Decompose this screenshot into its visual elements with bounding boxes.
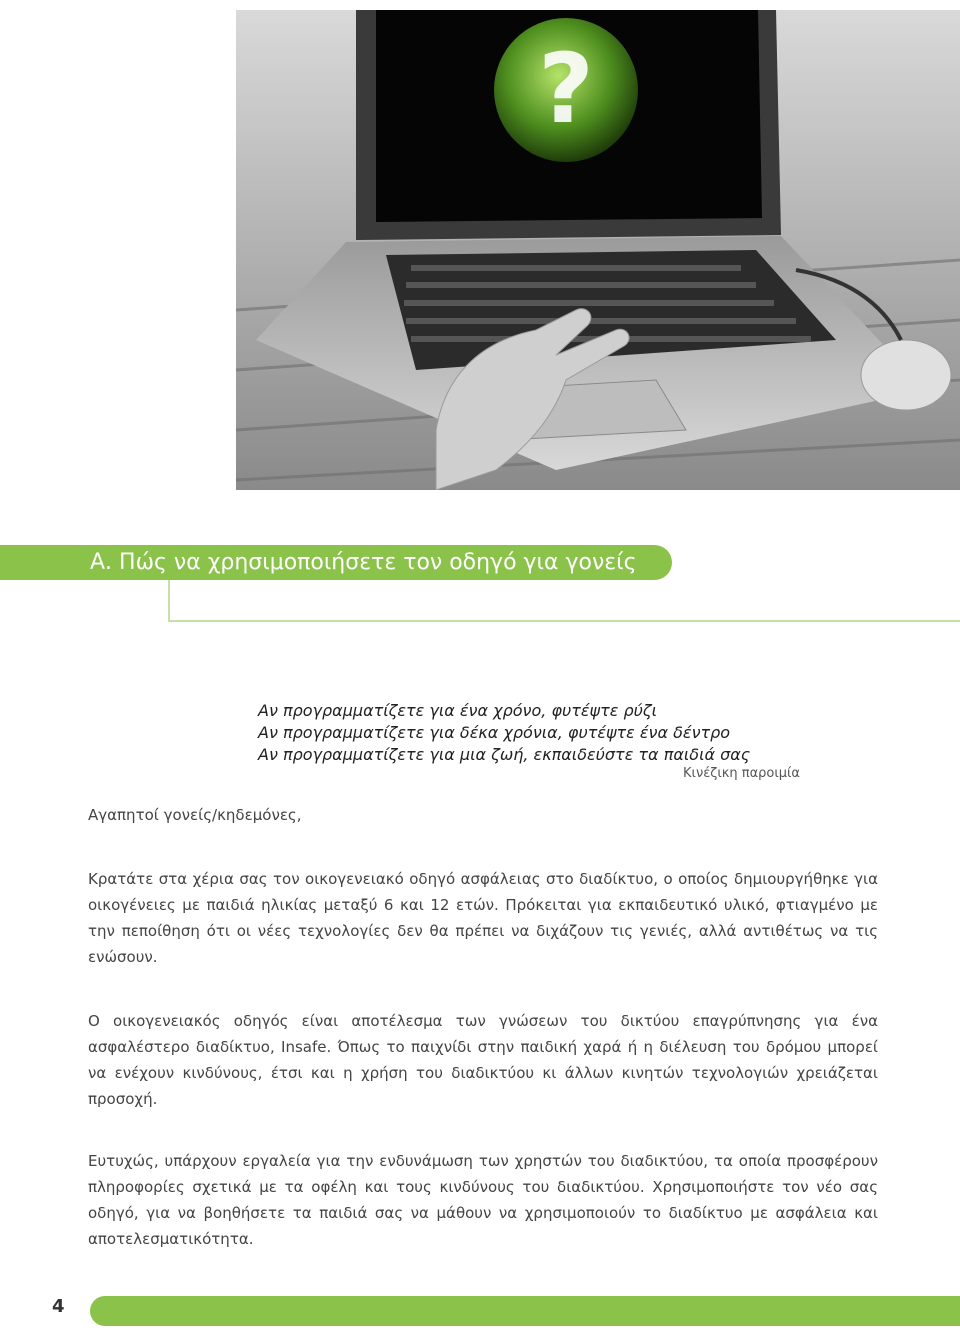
body-paragraph: Ο οικογενειακός οδηγός είναι αποτέλεσμα των γνώσεων του δικτύου επαγρύπνησης για ένα ασφαλέστερο διαδίκτυο, Insafe. Όπως το παιχνίδι στην παιδική χαρά ή η διέλευση του δρόμου μπορεί να ενέχουν κινδύνους, έτσι και η χρήση του διαδικτύου κι άλλων κινητών τεχνολογιών χρειάζεται προσοχή.: [88, 1012, 878, 1108]
page-number: 4: [52, 1296, 65, 1317]
title-rule-vertical: [168, 580, 170, 622]
title-bar-left: [0, 545, 88, 580]
body-paragraph: Ευτυχώς, υπάρχουν εργαλεία για την ενδυνάμωση των χρηστών του διαδικτύου, τα οποία προσφέρουν πληροφορίες σχετικά με τα οφέλη και τους κινδύνους του διαδικτύου. Χρησιμοποιήστε τον νέο σας οδηγό, για να βοηθήσετε τα παιδιά σας να μάθουν να χρησιμοποιούν το διαδίκτυο με ασφάλεια και αποτελεσματικότητα.: [88, 1152, 878, 1248]
epigraph-line: Αν προγραμματίζετε για ένα χρόνο, φυτέψτε ρύζι: [258, 701, 657, 720]
section-title: Α. Πώς να χρησιμοποιήσετε τον οδηγό για γονείς: [90, 550, 637, 575]
epigraph: [258, 700, 858, 766]
epigraph-line: Αν προγραμματίζετε για μια ζωή, εκπαιδεύστε τα παιδιά σας: [258, 745, 751, 764]
body-paragraph: Κρατάτε στα χέρια σας τον οικογενειακό οδηγό ασφάλειας στο διαδίκτυο, ο οποίος δημιουργήθηκε για οικογένειες με παιδιά ηλικίας μεταξύ 6 και 12 ετών. Πρόκειται για εκπαιδευτικό υλικό, φτιαγμένο με την πεποίθηση ότι οι νέες τεχνολογίες δεν θα πρέπει να διχάζουν τις γενιές, αλλά αντιθέτως να τις ενώσουν.: [88, 870, 878, 966]
footer-bar: [90, 1296, 960, 1326]
epigraph-line: Αν προγραμματίζετε για δέκα χρόνια, φυτέψτε ένα δέντρο: [258, 723, 731, 742]
svg-text:?: ?: [538, 33, 594, 145]
title-rule-horizontal: [168, 620, 960, 622]
laptop-photo: [236, 10, 960, 490]
greeting: Αγαπητοί γονείς/κηδεμόνες,: [88, 806, 302, 824]
epigraph-source: Κινέζικη παροιμία: [683, 766, 800, 781]
